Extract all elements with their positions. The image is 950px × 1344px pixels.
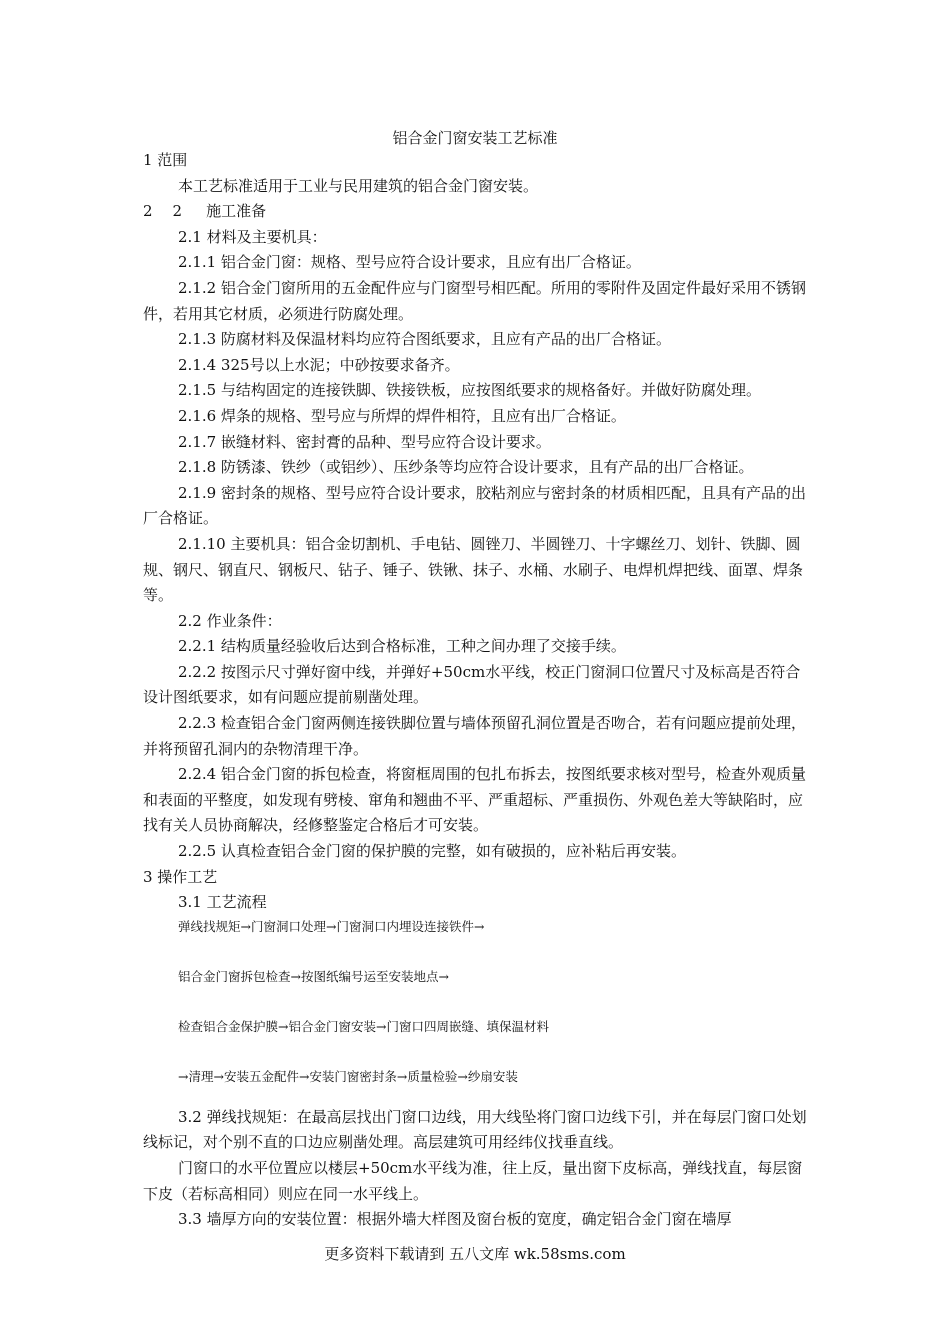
para-2-1-10: 2.1.10 主要机具：铝合金切割机、手电钻、圆锉刀、半圆锉刀、十字螺丝刀、划针、铁脚、圆规、钢尺、钢直尺、钢板尺、钻子、锤子、铁锹、抹子、水桶、水刷子、电焊机焊把线、面罩、焊条等。 — [143, 534, 804, 605]
flow-line-2: 铝合金门窗拆包检查→按图纸编号运至安装地点→ — [178, 968, 449, 984]
para-3-1: 3.1 工艺流程 — [178, 893, 267, 912]
para-2-1-4: 2.1.4 325号以上水泥；中砂按要求备齐。 — [178, 355, 460, 374]
para-2-1-7: 2.1.7 嵌缝材料、密封膏的品种、型号应符合设计要求。 — [178, 432, 551, 451]
flow-line-1: 弹线找规矩→门窗洞口处理→门窗洞口内埋设连接铁件→ — [178, 918, 485, 934]
section-3-heading: 3 操作工艺 — [143, 867, 218, 886]
section-2-title: 施工准备 — [206, 202, 267, 221]
para-2-2: 2.2 作业条件： — [178, 611, 282, 630]
para-3-3: 3.3 墙厚方向的安装位置：根据外墙大样图及窗台板的宽度，确定铝合金门窗在墙厚 — [178, 1210, 732, 1229]
flow-line-4: →清理→安装五金配件→安装门窗密封条→质量检验→纱扇安装 — [178, 1068, 518, 1084]
para-2-2-3: 2.2.3 检查铝合金门窗两侧连接铁脚位置与墙体预留孔洞位置是否吻合，若有问题应提前处理，并将预留孔洞内的杂物清理干净。 — [143, 714, 806, 758]
para-2-1-3: 2.1.3 防腐材料及保温材料均应符合图纸要求，且应有产品的出厂合格证。 — [178, 330, 671, 349]
section-1-body: 本工艺标准适用于工业与民用建筑的铝合金门窗安装。 — [178, 176, 539, 195]
para-2-1-5: 2.1.5 与结构固定的连接铁脚、铁接铁板，应按图纸要求的规格备好。并做好防腐处理。 — [178, 381, 761, 400]
para-2-1-1: 2.1.1 铝合金门窗：规格、型号应符合设计要求，且应有出厂合格证。 — [178, 253, 641, 272]
section-2-number-repeat: 2 — [172, 202, 183, 221]
para-2-2-1: 2.2.1 结构质量经验收后达到合格标准，工种之间办理了交接手续。 — [178, 637, 626, 656]
section-2-heading — [143, 199, 815, 225]
para-2-1-9: 2.1.9 密封条的规格、型号应符合设计要求，胶粘剂应与密封条的材质相匹配，且具有产品的出厂合格证。 — [143, 483, 806, 528]
footer-download-note: 更多资料下载请到 五八文库 wk.58sms.com — [324, 1245, 626, 1263]
para-2-1: 2.1 材料及主要机具： — [178, 227, 327, 246]
para-2-1-8: 2.1.8 防锈漆、铁纱（或铝纱）、压纱条等均应符合设计要求，且有产品的出厂合格证。 — [178, 458, 754, 477]
para-3-2: 3.2 弹线找规矩：在最高层找出门窗口边线，用大线坠将门窗口边线下引，并在每层门窗口处划线标记，对个别不直的口边应剔凿处理。高层建筑可用经纬仪找垂直线。 — [143, 1107, 807, 1152]
para-2-1-2: 2.1.2 铝合金门窗所用的五金配件应与门窗型号相匹配。所用的零附件及固定件最好采用不锈钢件，若用其它材质，必须进行防腐处理。 — [143, 278, 806, 323]
document-body — [143, 148, 815, 1233]
para-3-2-continued: 门窗口的水平位置应以楼层+50cm水平线为准，往上反，量出窗下皮标高，弹线找直，每层窗下皮（若标高相同）则应在同一水平线上。 — [143, 1159, 803, 1203]
para-2-2-4: 2.2.4 铝合金门窗的拆包检查，将窗框周围的包扎布拆去，按图纸要求核对型号，检查外观质量和表面的平整度，如发现有劈棱、窜角和翘曲不平、严重超标、严重损伤、外观色差大等缺陷时，应找有关人员协商解决，经修整鉴定合格后才可安装。 — [143, 765, 806, 835]
process-flow — [143, 918, 815, 1105]
para-2-1-6: 2.1.6 焊条的规格、型号应与所焊的焊件相符，且应有出厂合格证。 — [178, 406, 626, 425]
document-title: 铝合金门窗安装工艺标准 — [392, 129, 558, 147]
section-1-heading: 1 范围 — [143, 151, 188, 169]
para-2-2-5: 2.2.5 认真检查铝合金门窗的保护膜的完整，如有破损的，应补粘后再安装。 — [178, 842, 686, 861]
flow-line-3: 检查铝合金保护膜→铝合金门窗安装→门窗口四周嵌缝、填保温材料 — [178, 1018, 549, 1034]
section-2-number: 2 — [143, 202, 153, 221]
para-2-2-2: 2.2.2 按图示尺寸弹好窗中线，并弹好+50cm水平线，校正门窗洞口位置尺寸及标高是否符合设计图纸要求，如有问题应提前剔凿处理。 — [143, 662, 801, 707]
